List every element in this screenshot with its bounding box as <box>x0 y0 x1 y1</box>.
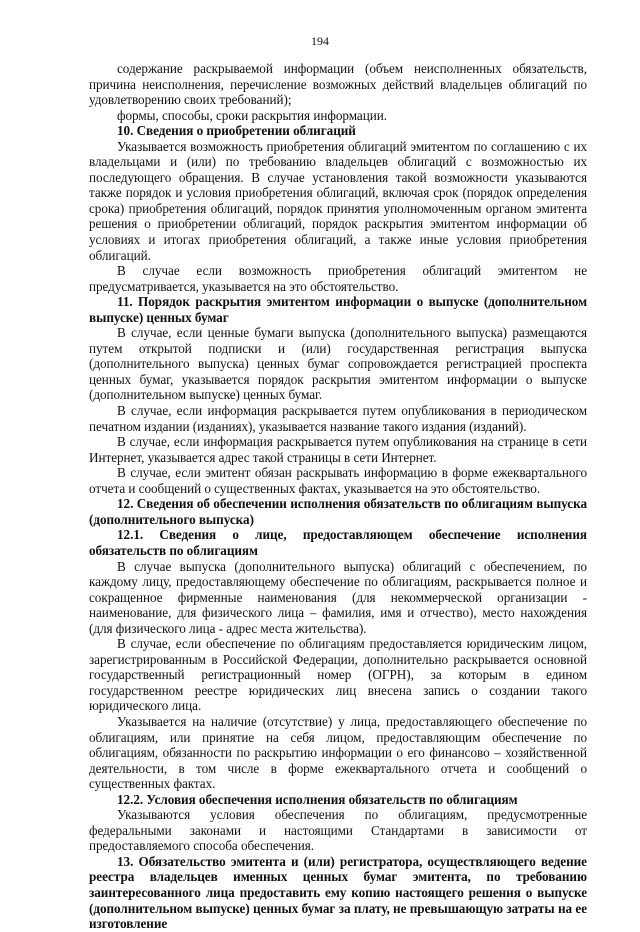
paragraph-6: В случае, если ценные бумаги выпуска (дополнительного выпуска) размещаются путем открытой подписки и (или) государственная регистрация выпуска (дополнительного выпуска) ценных бумаг сопровождается регистрацией проспекта ценных бумаг, указывается порядок раскрытия эмитентом информации о выпуске (дополнительном выпуске) ценных бумаг. <box>89 325 587 403</box>
paragraph-8: В случае, если информация раскрывается путем опубликования на странице в сети Интернет, указывается адрес такой страницы в сети Интернет. <box>89 434 587 465</box>
paragraph-4: В случае если возможность приобретения облигаций эмитентом не предусматривается, указывается на это обстоятельство. <box>89 263 587 294</box>
paragraph-9: В случае, если эмитент обязан раскрывать информацию в форме ежеквартального отчета и сообщений о существенных фактах, указывается на это обстоятельство. <box>89 465 587 496</box>
section-heading-12-2: 12.2. Условия обеспечения исполнения обязательств по облигациям <box>117 791 518 807</box>
document-body <box>89 61 587 932</box>
paragraph-13: В случае, если обеспечение по облигациям предоставляется юридическим лицом, зарегистрированным в Российской Федерации, дополнительно раскрывается основной государственный регистрационный номер (ОГРН), за которым в едином государственном реестре юридических лиц внесена запись о создании такого юридического лица. <box>89 636 587 714</box>
page-number: 194 <box>311 34 329 48</box>
section-heading-11: 11. Порядок раскрытия эмитентом информации о выпуске (дополнительном выпуске) ценных бумаг <box>89 294 587 325</box>
paragraph-14: Указывается на наличие (отсутствие) у лица, предоставляющего обеспечение по облигациям, или принятие на себя лицом, предоставляющим обеспечение по облигациям, обязанности по раскрытию информации о его финансово – хозяйственной деятельности, в том числе в форме ежеквартального отчета и сообщений о существенных фактах. <box>89 713 587 792</box>
paragraph-12: В случае выпуска (дополнительного выпуска) облигаций с обеспечением, по каждому лицу, предоставляющему обеспечение по облигациям, раскрывается полное и сокращенное фирменные наименования (для некоммерческой организации - наименование, для физического лица – фамилия, имя и отчество), место нахождения (для физического лица - адрес места жительства). <box>89 558 587 636</box>
paragraph-16: Указываются условия обеспечения по облигациям, предусмотренные федеральными законами и настоящими Стандартами в зависимости от предоставляемого способа обеспечения. <box>89 807 587 854</box>
section-heading-10: 10. Сведения о приобретении облигаций <box>117 123 356 139</box>
section-heading-12: 12. Сведения об обеспечении исполнения обязательств по облигациям выпуска (дополнительного выпуска) <box>89 496 587 527</box>
paragraph-7: В случае, если информация раскрывается путем опубликования в периодическом печатном издании (изданиях), указывается название такого издания (изданий). <box>89 403 587 434</box>
paragraph-3: Указывается возможность приобретения облигаций эмитентом по соглашению с их владельцами и (или) по требованию владельцев облигаций с возможностью их последующего обращения. В случае установления такой возможности указываются также порядок и условия приобретения облигаций, включая срок (порядок определения срока) приобретения облигаций, порядок принятия уполномоченным органом эмитента решения о приобретении облигаций, порядок раскрытия эмитентом информации об условиях и итогах приобретения облигаций, а также иные условия приобретения облигаций. <box>89 138 587 263</box>
paragraph-0: содержание раскрываемой информации (объем неисполненных обязательств, причина неисполнения, перечисление возможных действий владельцев облигаций по удовлетворению своих требований); <box>89 61 587 108</box>
section-heading-13: 13. Обязательство эмитента и (или) регистратора, осуществляющего ведение реестра владельцев именных ценных бумаг эмитента, по требованию заинтересованного лица предоставить ему копию настоящего решения о выпуске (дополнительном выпуске) ценных бумаг за плату, не превышающую затраты на ее изготовление <box>89 853 587 932</box>
section-heading-12-1: 12.1. Сведения о лице, предоставляющем обеспечение исполнения обязательств по облигациям <box>89 527 587 558</box>
paragraph-1: формы, способы, сроки раскрытия информации. <box>117 107 387 123</box>
